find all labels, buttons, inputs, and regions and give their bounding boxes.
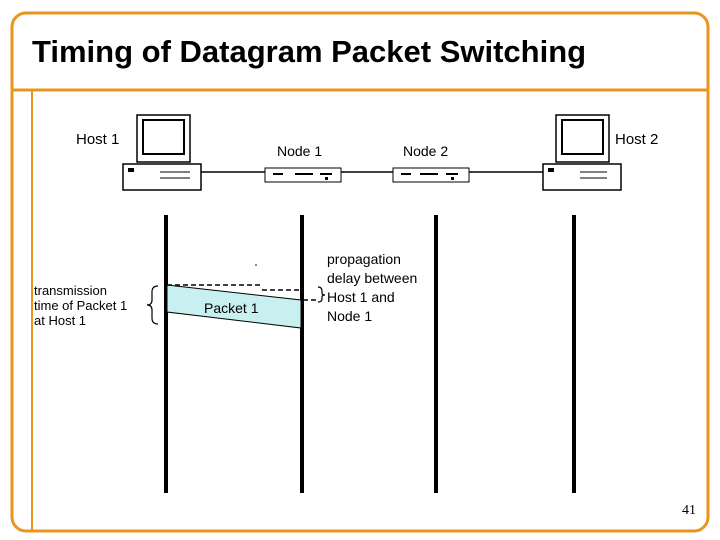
propagation-delay-label [327, 250, 417, 326]
transmission-line-3: at Host 1 [34, 313, 87, 328]
node2-switch-icon [393, 168, 469, 182]
transmission-time-label [34, 283, 127, 328]
stray-dot [255, 264, 257, 266]
node1-label: Node 1 [277, 143, 323, 159]
node1-switch-icon [265, 168, 341, 182]
host1-label: Host 1 [76, 131, 120, 148]
transmission-brace [147, 286, 158, 324]
propagation-line-4: Node 1 [327, 308, 373, 324]
propagation-line-1: propagation [327, 251, 401, 267]
transmission-line-1: transmission [34, 283, 107, 298]
host2-computer-icon [543, 115, 621, 190]
node2-label: Node 2 [403, 143, 449, 159]
host2-label: Host 2 [615, 131, 659, 148]
transmission-line-2: time of Packet 1 [34, 298, 128, 313]
propagation-line-3: Host 1 and [327, 289, 395, 305]
slide-title: Timing of Datagram Packet Switching [32, 34, 587, 69]
packet1-label: Packet 1 [204, 300, 259, 316]
propagation-brace [318, 287, 325, 302]
page-number: 41 [682, 503, 696, 518]
host1-computer-icon [123, 115, 201, 190]
propagation-line-2: delay between [327, 270, 418, 286]
